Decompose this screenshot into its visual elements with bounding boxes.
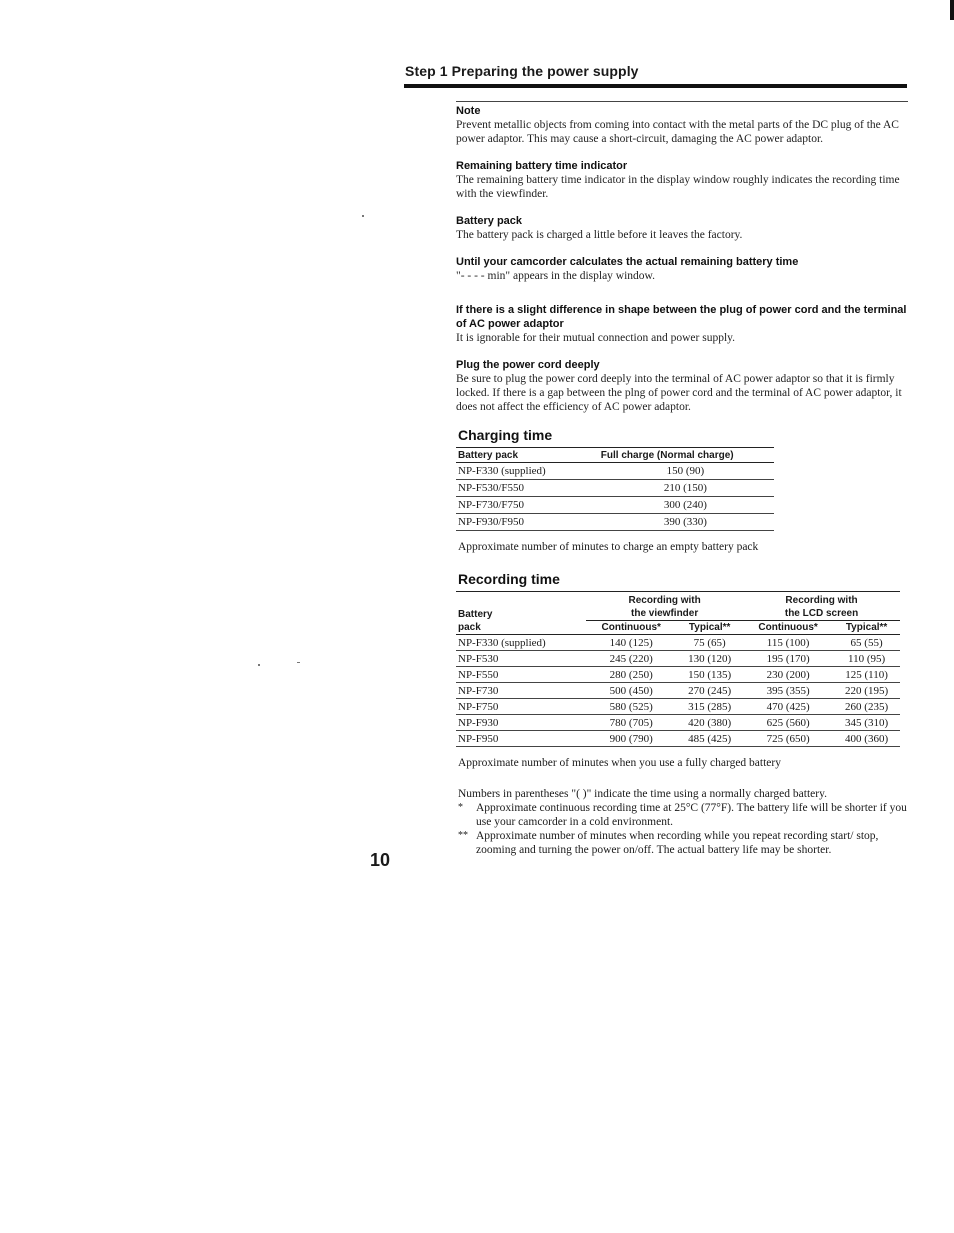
table-cell: 625 (560) xyxy=(743,715,833,731)
battery-pack-section xyxy=(456,214,910,242)
table-cell: 900 (790) xyxy=(586,731,676,747)
table-cell: 390 (330) xyxy=(569,514,774,531)
section-body: "- - - - min" appears in the display window. xyxy=(456,270,655,282)
table-cell: 220 (195) xyxy=(833,683,900,699)
note-section xyxy=(456,104,910,146)
footnotes xyxy=(458,787,910,857)
recording-caption: Approximate number of minutes when you use a fully charged battery xyxy=(458,757,781,769)
table-cell: NP-F330 (supplied) xyxy=(456,635,586,651)
table-cell: 115 (100) xyxy=(743,635,833,651)
page-edge-mark xyxy=(950,0,954,20)
plug-shape-section xyxy=(456,303,910,345)
table-cell: NP-F730/F750 xyxy=(456,497,569,514)
table-cell: 245 (220) xyxy=(586,651,676,667)
table-cell: 345 (310) xyxy=(833,715,900,731)
table-cell: 485 (425) xyxy=(676,731,743,747)
footnote-text: Approximate continuous recording time at 25°C (77°F). The battery life will be shorter if you use your camcorder in a cold environment. xyxy=(476,802,907,828)
section-heading: Until your camcorder calculates the actual remaining battery time xyxy=(456,256,799,268)
footnote-item xyxy=(458,829,910,857)
table-row xyxy=(456,699,900,715)
table-cell: 780 (705) xyxy=(586,715,676,731)
table-cell: 300 (240) xyxy=(569,497,774,514)
table-cell: 260 (235) xyxy=(833,699,900,715)
section-body: The remaining battery time indicator in the display window roughly indicates the recording time with the viewfinder. xyxy=(456,174,900,200)
table-row xyxy=(456,683,900,699)
footnote-item xyxy=(458,801,910,829)
header-rule xyxy=(404,84,907,88)
page-number: 10 xyxy=(370,850,391,870)
table-row xyxy=(456,715,900,731)
table-row xyxy=(456,497,774,514)
table-cell: 395 (355) xyxy=(743,683,833,699)
table-cell: 500 (450) xyxy=(586,683,676,699)
group-header-line: the LCD screen xyxy=(743,607,900,621)
recording-time-table xyxy=(456,591,900,747)
section-body: Prevent metallic objects from coming into contact with the metal parts of the DC plug of the AC power adaptor. This may cause a short-circuit, damaging the AC power adaptor. xyxy=(456,119,899,145)
table-row xyxy=(456,667,900,683)
section-body: Be sure to plug the power cord deeply into the terminal of AC power adaptor so that it is firmly locked. If there is a gap between the plng of power cord and the terminal of AC power adaptor, it does not affect the efficiency of AC power adaptor. xyxy=(456,373,902,413)
column-header: Continuous* xyxy=(743,621,833,635)
table-cell: 280 (250) xyxy=(586,667,676,683)
table-cell: 400 (360) xyxy=(833,731,900,747)
note-rule xyxy=(456,101,908,102)
recording-time-heading: Recording time xyxy=(458,571,560,587)
column-header: Battery xyxy=(458,608,493,620)
table-cell: NP-F530 xyxy=(456,651,586,667)
charging-caption: Approximate number of minutes to charge an empty battery pack xyxy=(458,541,759,553)
table-cell: 270 (245) xyxy=(676,683,743,699)
table-row xyxy=(456,514,774,531)
column-header: Typical** xyxy=(833,621,900,635)
table-cell: 125 (110) xyxy=(833,667,900,683)
table-row xyxy=(456,635,900,651)
table-row xyxy=(456,463,774,480)
footnote-mark: ** xyxy=(458,830,468,841)
table-cell: NP-F750 xyxy=(456,699,586,715)
section-heading: Plug the power cord deeply xyxy=(456,359,600,371)
table-cell: 420 (380) xyxy=(676,715,743,731)
section-body: It is ignorable for their mutual connection and power supply. xyxy=(456,332,736,344)
footnote-text: Approximate number of minutes when recording while you repeat recording start/ stop, zooming and turning the power on/off. The actual battery life may be shorter. xyxy=(476,830,879,856)
table-cell: 580 (525) xyxy=(586,699,676,715)
table-cell: 725 (650) xyxy=(743,731,833,747)
group-header-line: Recording with xyxy=(743,592,900,608)
table-row xyxy=(456,651,900,667)
table-cell: NP-F330 (supplied) xyxy=(456,463,569,480)
table-cell: NP-F930/F950 xyxy=(456,514,569,531)
footnote-mark: * xyxy=(458,802,463,813)
section-heading: If there is a slight difference in shape between the plug of power cord and the terminal of AC power adaptor xyxy=(456,304,907,330)
column-header: pack xyxy=(456,621,586,635)
page-title: Step 1 Preparing the power supply xyxy=(405,63,639,79)
charging-time-table xyxy=(456,447,774,531)
table-cell: 230 (200) xyxy=(743,667,833,683)
calculation-section xyxy=(456,255,910,283)
table-cell: NP-F930 xyxy=(456,715,586,731)
table-cell: 195 (170) xyxy=(743,651,833,667)
table-cell: 110 (95) xyxy=(833,651,900,667)
table-cell: 65 (55) xyxy=(833,635,900,651)
table-cell: NP-F550 xyxy=(456,667,586,683)
table-row xyxy=(456,480,774,497)
column-header xyxy=(456,592,586,608)
column-header: Continuous* xyxy=(586,621,676,635)
table-cell: NP-F530/F550 xyxy=(456,480,569,497)
column-header: Full charge (Normal charge) xyxy=(569,448,774,463)
plug-deeply-section xyxy=(456,358,910,414)
scan-speck xyxy=(362,215,364,217)
table-cell: 140 (125) xyxy=(586,635,676,651)
section-heading: Note xyxy=(456,105,481,117)
section-heading: Battery pack xyxy=(456,215,523,227)
section-body: The battery pack is charged a little before it leaves the factory. xyxy=(456,229,743,241)
main-content xyxy=(456,104,910,857)
table-cell: 210 (150) xyxy=(569,480,774,497)
section-heading: Remaining battery time indicator xyxy=(456,160,628,172)
table-cell: 130 (120) xyxy=(676,651,743,667)
column-header: Typical** xyxy=(676,621,743,635)
group-header-line: the viewfinder xyxy=(586,607,743,621)
scan-speck xyxy=(258,664,260,666)
table-cell: 150 (90) xyxy=(569,463,774,480)
table-cell: NP-F730 xyxy=(456,683,586,699)
table-row xyxy=(456,731,900,747)
group-header-line: Recording with xyxy=(586,592,743,608)
table-cell: 470 (425) xyxy=(743,699,833,715)
charging-time-heading: Charging time xyxy=(458,427,553,443)
table-cell: NP-F950 xyxy=(456,731,586,747)
column-header: Battery pack xyxy=(456,448,569,463)
footnote-intro: Numbers in parentheses "( )" indicate the time using a normally charged battery. xyxy=(458,788,827,800)
table-cell: 315 (285) xyxy=(676,699,743,715)
table-cell: 75 (65) xyxy=(676,635,743,651)
remaining-battery-section xyxy=(456,159,910,201)
scan-speck xyxy=(297,662,300,663)
table-cell: 150 (135) xyxy=(676,667,743,683)
